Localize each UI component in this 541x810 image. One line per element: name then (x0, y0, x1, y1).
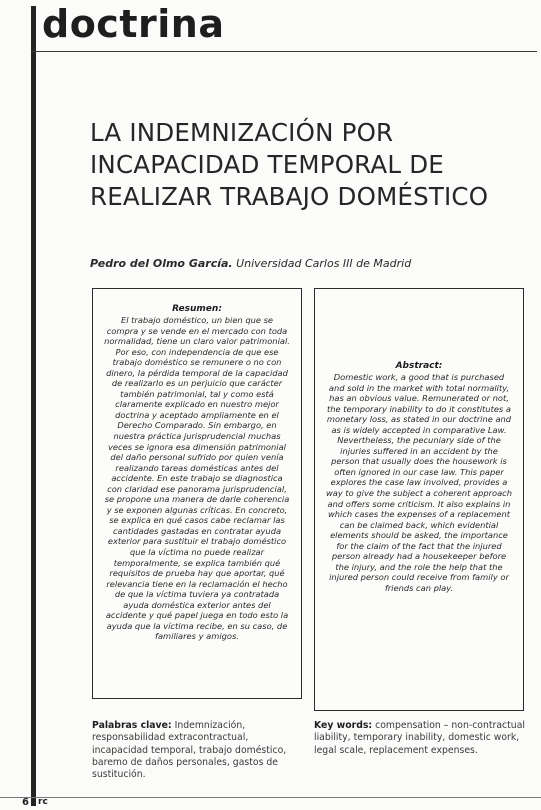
page-number: 6 (22, 797, 29, 808)
keywords-es-text: Indemnización, responsabilidad extracontractual, incapacidad temporal, trabajo doméstico, baremo de daños personales, gastos de sustitución. (92, 720, 287, 781)
section-heading: doctrina (42, 2, 225, 46)
section-vertical-rule (31, 6, 36, 806)
abstract-es-box (92, 288, 302, 699)
author-name: Pedro del Olmo García. (90, 257, 233, 270)
article-title: LA INDEMNIZACIÓN POR INCAPACIDAD TEMPORAL DE REALIZAR TRABAJO DOMÉSTICO (90, 118, 489, 211)
keywords-es-label: Palabras clave: (92, 720, 172, 731)
footer-rule (0, 797, 541, 798)
abstract-es-title: Resumen: (172, 304, 222, 314)
author-affiliation: Universidad Carlos III de Madrid (236, 257, 412, 270)
abstract-en-box (314, 288, 524, 711)
header-rule (31, 51, 537, 52)
journal-mark: rc (38, 797, 48, 807)
abstract-en-title: Abstract: (395, 361, 443, 371)
keywords-en-label: Key words: (314, 720, 373, 731)
keywords-en (314, 720, 526, 757)
abstract-es-text: El trabajo doméstico, un bien que se compra y se vende en el mercado con toda normalidad, tiene un claro valor patrimonial. Por eso, con independencia de que ese trabajo doméstico se remunere o no con dinero, la pérdida temporal de la capacidad de realizarlo es un perjuicio que carácter también patrimonial, tal y como está claramente explicado en nuestro mejor doctrina y aceptado ampliamente en el Derecho Comparado. Sin embargo, en nuestra práctica jurisprudencial muchas veces se ignora esa dimensión patrimonial del daño personal sufrido por quien venía realizando tareas domésticas antes del accidente. En este trabajo se diagnostica con claridad ese panorama jurisprudencial, se propone una manera de darle coherencia y se exponen algunas críticas. En concreto, se explica en qué casos cabe reclamar las cantidades gastadas en contratar ayuda exterior para sustituir el trabajo doméstico que la víctima no puede realizar temporalmente, se explica también qué requisitos de prueba hay que aportar, qué relevancia tiene en la reclamación el hecho de que la víctima tuviera ya contratada ayuda doméstica exterior antes del accidente y qué papel juega en todo esto la ayuda que la víctima recibe, en su caso, de familiares y amigos. (104, 315, 290, 642)
keywords-en-text: compensation – non-contractual liability, temporary inability, domestic work, legal scale, replacement expenses. (314, 720, 525, 756)
byline (90, 257, 411, 270)
keywords-es (92, 720, 304, 781)
abstract-en-text: Domestic work, a good that is purchased and sold in the market with total normality, has an obvious value. Remunerated or not, the temporary inability to do it constitutes a monetary loss, as stated in our doctrine and as is widely accepted in comparative Law. Nevertheless, the pecuniary side of the injuries suffered in an accident by the person that usually does the housework is often ignored in our case law. This paper explores the case law involved, provides a way to give the subject a coherent approach and offers some criticism. It also explains in which cases the expenses of a replacement can be claimed back, which evidential elements should be asked, the importance for the claim of the fact that the injured person already had a housekeeper before the injury, and the role the help that the injured person could receive from family or friends can play. (326, 372, 512, 593)
